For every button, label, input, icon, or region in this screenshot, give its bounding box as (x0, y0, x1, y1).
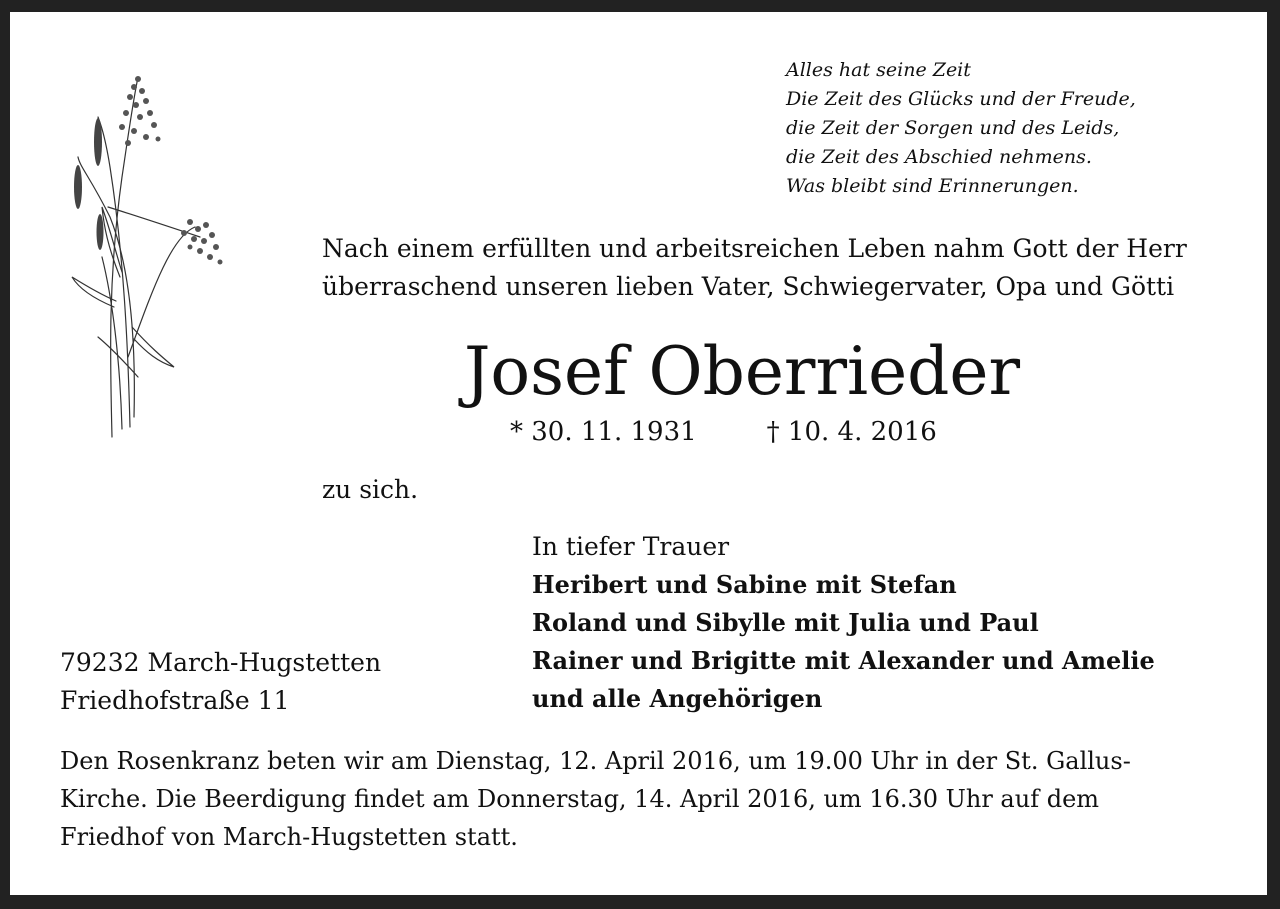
address-street: Friedhofstraße 11 (60, 686, 290, 715)
poem-line: Alles hat seine Zeit (786, 59, 971, 81)
funeral-details-line: Den Rosenkranz beten wir am Dienstag, 12. April 2016, um 19.00 Uhr in der St. Gallus- (60, 747, 1131, 775)
death-date: † 10. 4. 2016 (766, 417, 937, 447)
address-city: 79232 March-Hugstetten (60, 648, 382, 677)
life-dates (510, 414, 937, 450)
family-member: Roland und Sibylle mit Julia und Paul (532, 608, 1039, 637)
family-member: Heribert und Sabine mit Stefan (532, 570, 957, 599)
address (60, 644, 381, 720)
deceased-name: Josef Oberrieder (463, 333, 1021, 410)
obituary-notice (10, 12, 1267, 895)
funeral-details-line: Friedhof von March-Hugstetten statt. (60, 823, 518, 851)
family-member: und alle Angehörigen (532, 684, 823, 713)
poem-line: die Zeit der Sorgen und des Leids, (786, 117, 1120, 139)
funeral-details-line: Kirche. Die Beerdigung findet am Donnerstag, 14. April 2016, um 16.30 Uhr auf dem (60, 785, 1100, 813)
intro-line-1: Nach einem erfüllten und arbeitsreichen Leben nahm Gott der Herr (322, 234, 1187, 263)
poem-line: Was bleibt sind Erinnerungen. (786, 175, 1079, 197)
birth-date: * 30. 11. 1931 (510, 417, 697, 447)
grass-illustration-icon (50, 57, 240, 447)
funeral-details (60, 742, 1131, 856)
poem (786, 56, 1136, 201)
mourning-heading: In tiefer Trauer (532, 532, 730, 561)
intro-text (322, 230, 1187, 306)
family-member: Rainer und Brigitte mit Alexander und Amelie (532, 646, 1155, 675)
intro-line-2: überraschend unseren lieben Vater, Schwiegervater, Opa und Götti (322, 272, 1175, 301)
poem-line: die Zeit des Abschied nehmens. (786, 146, 1092, 168)
closing-text: zu sich. (322, 475, 419, 504)
mourning-block (532, 528, 1155, 718)
poem-line: Die Zeit des Glücks und der Freude, (786, 88, 1136, 110)
